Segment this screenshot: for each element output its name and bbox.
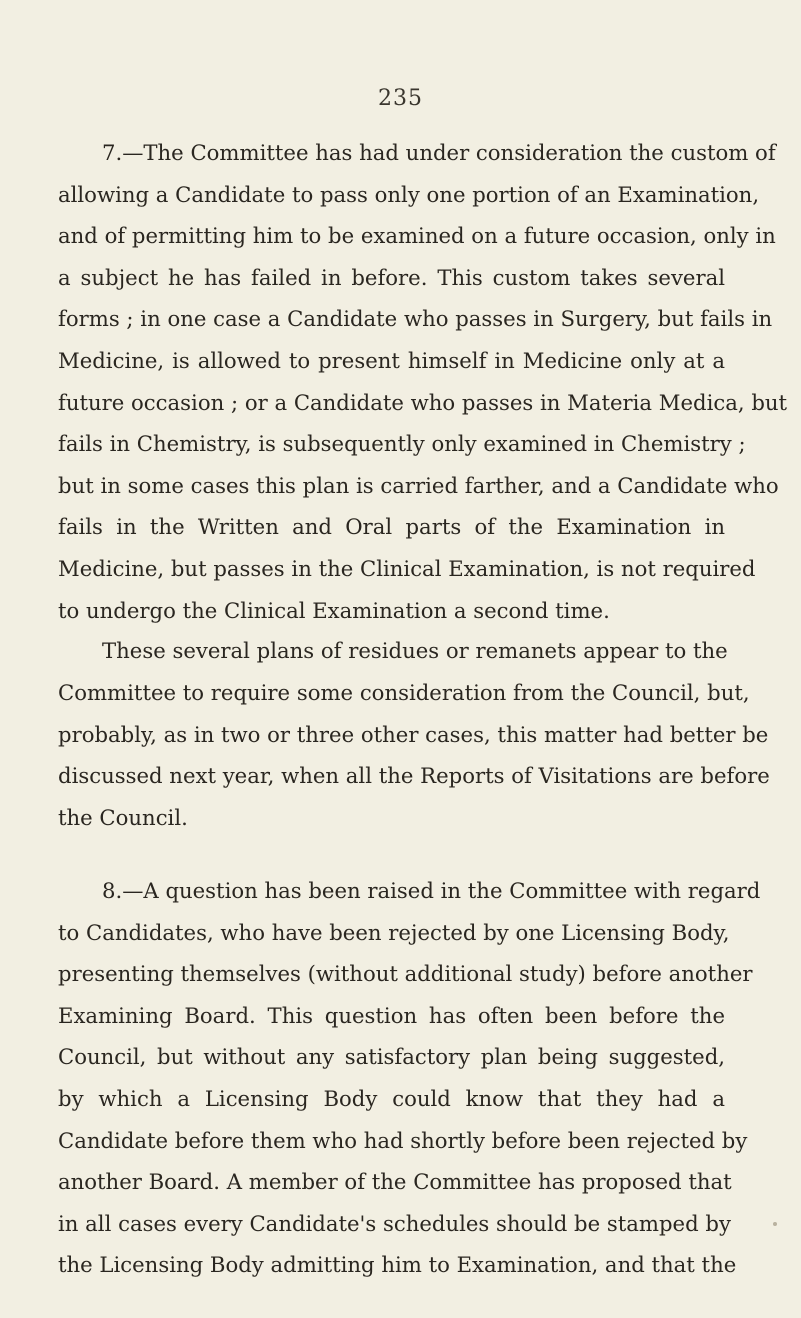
text-line: to undergo the Clinical Examination a second time. bbox=[58, 597, 610, 623]
text-line: to Candidates, who have been rejected by one Licensing Body, bbox=[58, 919, 730, 945]
text-line: Committee to require some consideration from the Council, but, bbox=[58, 679, 750, 705]
text-line: fails in Chemistry, is subsequently only examined in Chemistry ; bbox=[58, 431, 746, 457]
text-line: and of permitting him to be examined on a future occasion, only in bbox=[58, 223, 776, 249]
text-line: the Council. bbox=[58, 805, 188, 831]
text-line: fails in the Written and Oral parts of the Examination in bbox=[58, 514, 725, 540]
text-line: 7.—The Committee has had under consideration the custom of bbox=[102, 140, 776, 165]
text-line: probably, as in two or three other cases, this matter had better be bbox=[58, 721, 769, 747]
text-line: Medicine, is allowed to present himself in Medicine only at a bbox=[58, 348, 725, 373]
text-line: by which a Licensing Body could know that they had a bbox=[58, 1086, 725, 1111]
text-line: Council, but without any satisfactory plan being suggested, bbox=[58, 1044, 725, 1070]
text-line: Medicine, but passes in the Clinical Examination, is not required bbox=[58, 556, 756, 581]
text-line: forms ; in one case a Candidate who passes in Surgery, but fails in bbox=[58, 306, 773, 332]
text-line: but in some cases this plan is carried farther, and a Candidate who bbox=[58, 472, 779, 498]
paper-speck bbox=[773, 1222, 777, 1226]
text-line: Examining Board. This question has often been before the bbox=[58, 1002, 725, 1028]
text-line: allowing a Candidate to pass only one portion of an Examination, bbox=[58, 181, 760, 207]
text-line: 8.—A question has been raised in the Committee with regard bbox=[102, 878, 761, 903]
text-line: another Board. A member of the Committee has proposed that bbox=[58, 1169, 732, 1195]
page-number: 235 bbox=[378, 86, 423, 111]
text-line: Candidate before them who had shortly before been rejected by bbox=[58, 1127, 748, 1153]
text-line: future occasion ; or a Candidate who passes in Materia Medica, but bbox=[58, 389, 788, 415]
text-line: in all cases every Candidate's schedules should be stamped by bbox=[58, 1210, 731, 1236]
text-line: discussed next year, when all the Reports of Visitations are before bbox=[58, 763, 770, 789]
text-line: presenting themselves (without additional study) before another bbox=[58, 961, 753, 987]
text-line: These several plans of residues or remanets appear to the bbox=[102, 638, 728, 663]
text-line: a subject he has failed in before. This custom takes several bbox=[58, 264, 725, 290]
text-line: the Licensing Body admitting him to Examination, and that the bbox=[58, 1252, 737, 1278]
